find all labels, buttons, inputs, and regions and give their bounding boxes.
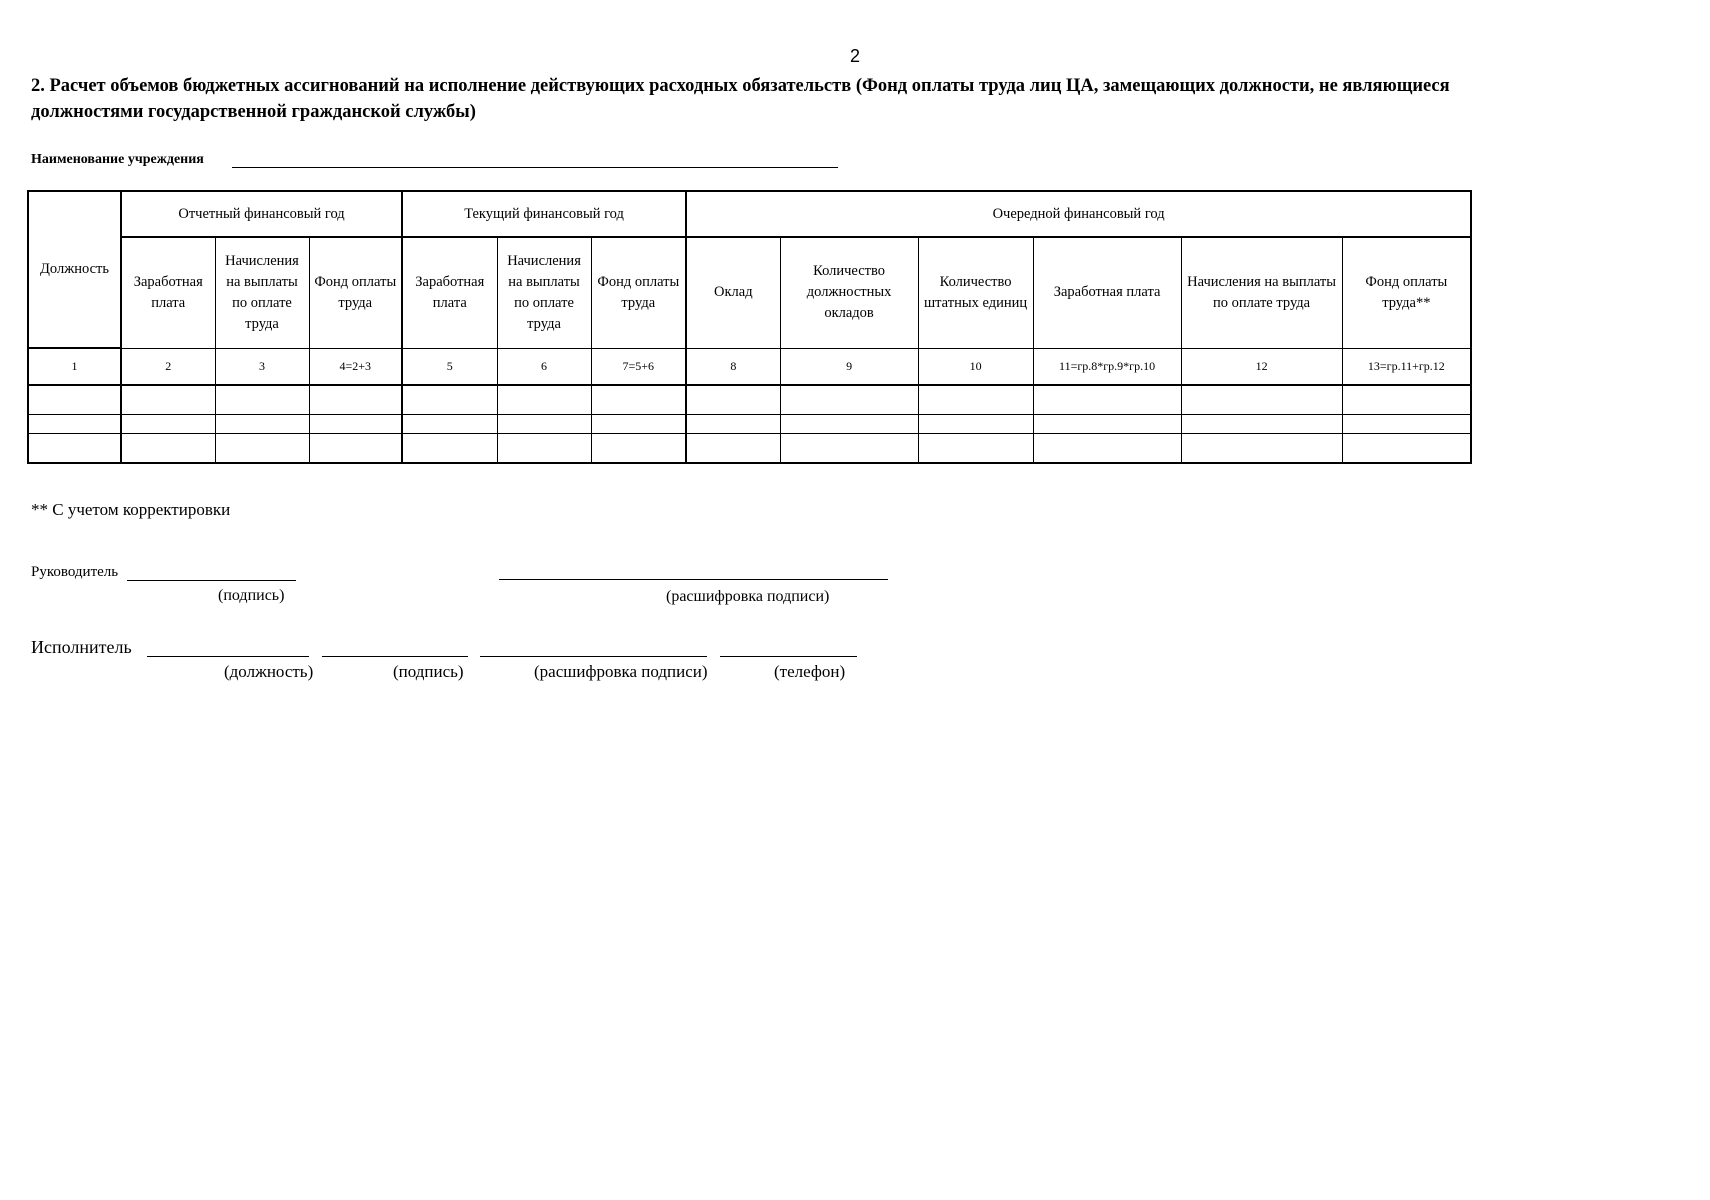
empty-cell[interactable] bbox=[591, 385, 686, 414]
head-decoding-line bbox=[499, 579, 888, 580]
col-number: 7=5+6 bbox=[591, 348, 686, 385]
empty-cell[interactable] bbox=[686, 434, 780, 463]
empty-cell[interactable] bbox=[1342, 385, 1471, 414]
col-number: 8 bbox=[686, 348, 780, 385]
institution-label: Наименование учреждения bbox=[31, 152, 204, 167]
col-number: 10 bbox=[918, 348, 1033, 385]
executor-signature-caption: (подпись) bbox=[393, 662, 464, 681]
col-number: 13=гр.11+гр.12 bbox=[1342, 348, 1471, 385]
empty-cell[interactable] bbox=[497, 385, 591, 414]
empty-cell[interactable] bbox=[309, 414, 402, 434]
col-number: 12 bbox=[1181, 348, 1342, 385]
empty-cell[interactable] bbox=[121, 385, 215, 414]
executor-decoding-caption: (расшифровка подписи) bbox=[534, 662, 708, 681]
executor-signature-line bbox=[322, 656, 468, 657]
empty-cell[interactable] bbox=[1342, 414, 1471, 434]
header-fund-current: Фонд оплаты труда bbox=[591, 237, 686, 348]
section-title: 2. Расчет объемов бюджетных ассигнований на исполнение действующих расходных обязательств (Фонд оплаты труда лиц ЦА, замещающих должности, не являющиеся должностями государственной гражданской службы) bbox=[31, 76, 1450, 122]
header-salary-next: Заработная плата bbox=[1033, 237, 1181, 348]
empty-cell[interactable] bbox=[686, 385, 780, 414]
executor-decoding-line bbox=[480, 656, 707, 657]
empty-cell[interactable] bbox=[1033, 385, 1181, 414]
header-base-salary: Оклад bbox=[686, 237, 780, 348]
head-signature-line bbox=[127, 580, 296, 581]
group-next-year: Очередной финансовый год bbox=[686, 191, 1471, 237]
col-number: 1 bbox=[28, 348, 121, 385]
empty-cell[interactable] bbox=[1181, 414, 1342, 434]
footnote: ** С учетом корректировки bbox=[31, 500, 231, 519]
table-row bbox=[28, 414, 1471, 434]
empty-cell[interactable] bbox=[497, 414, 591, 434]
institution-fill-line bbox=[232, 167, 838, 168]
ofp-calculation-table bbox=[27, 190, 1472, 464]
col-number: 4=2+3 bbox=[309, 348, 402, 385]
empty-cell[interactable] bbox=[309, 434, 402, 463]
group-current-year: Текущий финансовый год bbox=[402, 191, 686, 237]
header-position: Должность bbox=[28, 191, 121, 348]
empty-cell[interactable] bbox=[28, 434, 121, 463]
empty-cell[interactable] bbox=[121, 434, 215, 463]
empty-cell[interactable] bbox=[309, 385, 402, 414]
empty-cell[interactable] bbox=[402, 414, 497, 434]
empty-cell[interactable] bbox=[121, 414, 215, 434]
header-salary-current: Заработная плата bbox=[402, 237, 497, 348]
empty-cell[interactable] bbox=[402, 385, 497, 414]
header-fund-reporting: Фонд оплаты труда bbox=[309, 237, 402, 348]
empty-cell[interactable] bbox=[780, 385, 918, 414]
empty-cell[interactable] bbox=[1033, 414, 1181, 434]
executor-phone-caption: (телефон) bbox=[774, 662, 846, 681]
header-accruals-next: Начисления на выплаты по оплате труда bbox=[1181, 237, 1342, 348]
executor-position-line bbox=[147, 656, 309, 657]
empty-cell[interactable] bbox=[1181, 385, 1342, 414]
col-number: 6 bbox=[497, 348, 591, 385]
empty-cell[interactable] bbox=[918, 385, 1033, 414]
head-decoding-caption: (расшифровка подписи) bbox=[666, 588, 830, 605]
header-staff-units: Количество штатных единиц bbox=[918, 237, 1033, 348]
page-number: 2 bbox=[849, 46, 860, 66]
empty-cell[interactable] bbox=[686, 414, 780, 434]
empty-cell[interactable] bbox=[918, 414, 1033, 434]
header-fund-next: Фонд оплаты труда** bbox=[1342, 237, 1471, 348]
empty-cell[interactable] bbox=[780, 414, 918, 434]
empty-cell[interactable] bbox=[1033, 434, 1181, 463]
header-salary-count: Количество должностных окладов bbox=[780, 237, 918, 348]
col-number: 2 bbox=[121, 348, 215, 385]
empty-cell[interactable] bbox=[28, 414, 121, 434]
table-row bbox=[28, 385, 1471, 414]
head-label: Руководитель bbox=[31, 564, 119, 580]
empty-cell[interactable] bbox=[591, 414, 686, 434]
group-reporting-year: Отчетный финансовый год bbox=[121, 191, 402, 237]
col-number: 9 bbox=[780, 348, 918, 385]
empty-cell[interactable] bbox=[215, 414, 309, 434]
col-number: 11=гр.8*гр.9*гр.10 bbox=[1033, 348, 1181, 385]
table-row bbox=[28, 434, 1471, 463]
header-accruals-current: Начисления на выплаты по оплате труда bbox=[497, 237, 591, 348]
empty-cell[interactable] bbox=[402, 434, 497, 463]
header-salary-reporting: Заработная плата bbox=[121, 237, 215, 348]
head-signature-caption: (подпись) bbox=[218, 587, 285, 604]
executor-position-caption: (должность) bbox=[224, 662, 314, 681]
empty-cell[interactable] bbox=[215, 434, 309, 463]
empty-cell[interactable] bbox=[497, 434, 591, 463]
empty-cell[interactable] bbox=[1342, 434, 1471, 463]
empty-cell[interactable] bbox=[591, 434, 686, 463]
empty-cell[interactable] bbox=[1181, 434, 1342, 463]
executor-label: Исполнитель bbox=[31, 637, 132, 657]
empty-cell[interactable] bbox=[215, 385, 309, 414]
executor-phone-line bbox=[720, 656, 857, 657]
header-accruals-reporting: Начисления на выплаты по оплате труда bbox=[215, 237, 309, 348]
col-number: 3 bbox=[215, 348, 309, 385]
empty-cell[interactable] bbox=[780, 434, 918, 463]
empty-cell[interactable] bbox=[28, 385, 121, 414]
col-number: 5 bbox=[402, 348, 497, 385]
empty-cell[interactable] bbox=[918, 434, 1033, 463]
